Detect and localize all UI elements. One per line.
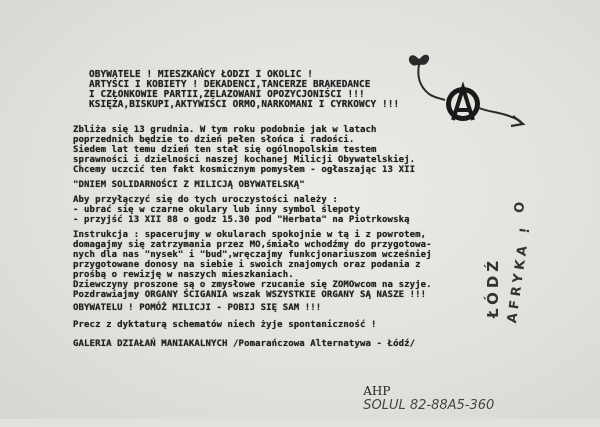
text-line: prośbą o rewizję w naszych mieszkaniach. xyxy=(73,270,294,280)
header-line: I CZŁONKOWIE PARTII,ZELAZOWANI OPOZYCJONIŚCI !!! xyxy=(89,89,365,100)
text-line: - ubrać się w czarne okulary lub inny symbol ślepoty xyxy=(73,205,360,215)
text-line: domagajmy się zatrzymania przez MO,śmiało wchodźmy do przygotowa- xyxy=(73,240,432,250)
handwriting-left: ŁÓDŹ xyxy=(484,256,502,318)
archive-signature xyxy=(348,370,494,427)
handwriting-right: AFRYKA ! xyxy=(505,222,534,325)
text-line: Chcemy uczcić ten fakt kosmicznym pomysłem - ogłaszając 13 XII xyxy=(73,165,416,175)
anarchy-flower-logo xyxy=(405,48,533,138)
header-line: KSIĘŻA,BISKUPI,AKTYWIŚCI ORMO,NARKOMANI I CYRKOWCY !!! xyxy=(89,99,400,110)
header-line: ARTYŚCI I KOBIETY ! DEKADENCI,TANCERZE BRAKEDANCE xyxy=(89,79,371,90)
header-line: OBYWATELE ! MIESZKAŃCY ŁODZI I OKOLIC ! xyxy=(89,69,314,80)
handwriting-small: O xyxy=(512,197,529,215)
text-line: Zbliża się 13 grudnia. W tym roku podobnie jak w latach xyxy=(73,125,377,135)
text-line: przygotowane donosy na siebie i swoich znajomych oraz podania z xyxy=(73,260,421,270)
archive-prefix: AHP xyxy=(363,384,391,398)
text-line: poprzednich będzie to dzień pełen słońca i radości. xyxy=(73,135,355,145)
text-line: Pozdrawiajmy ORGANY ŚCIGANIA wszak WSZYSTKIE ORGANY SĄ NASZE !!! xyxy=(73,290,427,300)
day-title: "DNIEM SOLIDARNOŚCI Z MILICJĄ OBYWATELSKĄ" xyxy=(73,180,305,190)
slogan: OBYWATELU ! POMÓŻ MILICJI - POBIJ SIĘ SAM !!! xyxy=(73,303,322,313)
text-line: Dziewczyny proszone są o zmysłowe rzucanie się ZOMOwcom na szyje. xyxy=(73,280,432,290)
text-line: Siedem lat temu dzień ten stał się ogólnopolskim testem xyxy=(73,145,377,155)
text-line: nych dla nas "nysek" i "bud",wręczajmy funkcjonariuszom wcześniej xyxy=(73,250,432,260)
signature: GALERIA DZIAŁAŃ MANIAKALNYCH /Pomarańczowa Alternatywa - Łódź/ xyxy=(73,339,416,349)
text-line: Aby przyłączyć się do tych uroczystości należy : xyxy=(73,195,338,205)
text-line: sprawności i dzielności naszej kochanej Milicji Obywatelskiej. xyxy=(73,155,416,165)
text-line: Instrukcja : spacerujmy w okularach spokojnie w tą i z powrotem, xyxy=(73,230,427,240)
closing-line: Precz z dyktaturą schematów niech żyje spontaniczność ! xyxy=(73,320,377,330)
archive-number: SOLUL 82-88A5-360 xyxy=(363,398,495,413)
text-line: - przyjść 13 XII 88 o godz 15.30 pod "Herbata" na Piotrkowską xyxy=(73,215,410,225)
